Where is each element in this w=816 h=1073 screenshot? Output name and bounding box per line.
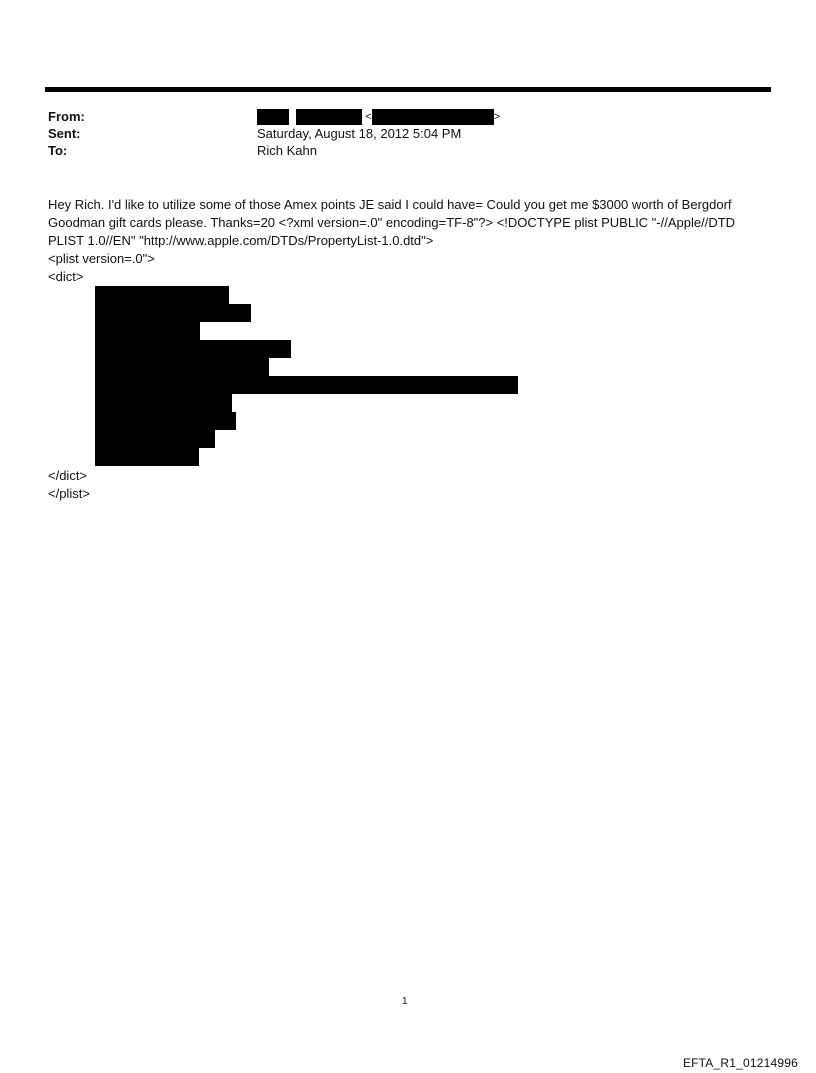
body-paragraph: Hey Rich. I'd like to utilize some of those Amex points JE said I could have= Could you get me $3000 worth of Bergdorf Goodman gift cards please. Thanks=20 <?xml version=.0" encoding=TF-8"?> <!DOCTYPE plist PUBLIC "-//Apple//DTD PLIST 1.0//EN" "http://www.apple.com/DTDs/PropertyList-1.0.dtd"> <box>48 197 736 248</box>
to-value: Rich Kahn <box>257 143 317 158</box>
redaction-bar <box>95 394 232 412</box>
to-label: To: <box>48 143 68 158</box>
redacted-dict-entries <box>95 286 518 466</box>
from-label: From: <box>48 109 85 124</box>
email-body <box>48 196 768 286</box>
redaction-sender-email <box>372 109 494 125</box>
sent-label: Sent: <box>48 126 81 141</box>
redaction-bar <box>95 286 229 304</box>
document-id: EFTA_R1_01214996 <box>682 1056 798 1070</box>
redaction-bar <box>95 340 291 358</box>
sent-value: Saturday, August 18, 2012 5:04 PM <box>257 126 462 141</box>
redaction-sender-last-name <box>296 109 362 125</box>
redaction-bar <box>95 304 251 322</box>
sent-row <box>48 125 748 142</box>
redaction-bar <box>95 430 215 448</box>
redaction-bar <box>95 412 236 430</box>
redaction-bar <box>95 448 199 466</box>
from-value <box>257 108 500 126</box>
dict-open-tag: <dict> <box>48 269 84 284</box>
from-open-bracket: < <box>365 111 372 124</box>
email-header <box>48 108 748 159</box>
redaction-bar <box>95 376 518 394</box>
dict-close-tag: </dict> <box>48 468 88 483</box>
plist-open-tag: <plist version=.0"> <box>48 251 155 266</box>
closing-tags <box>48 467 90 503</box>
redaction-sender-first-name <box>257 109 289 125</box>
plist-close-tag: </plist> <box>48 486 90 501</box>
header-rule <box>45 87 771 92</box>
redaction-bar <box>95 358 269 376</box>
from-close-bracket: > <box>493 111 501 124</box>
to-row <box>48 142 748 159</box>
from-row <box>48 108 748 125</box>
redaction-bar <box>95 322 200 340</box>
page-number: 1 <box>402 996 408 1007</box>
